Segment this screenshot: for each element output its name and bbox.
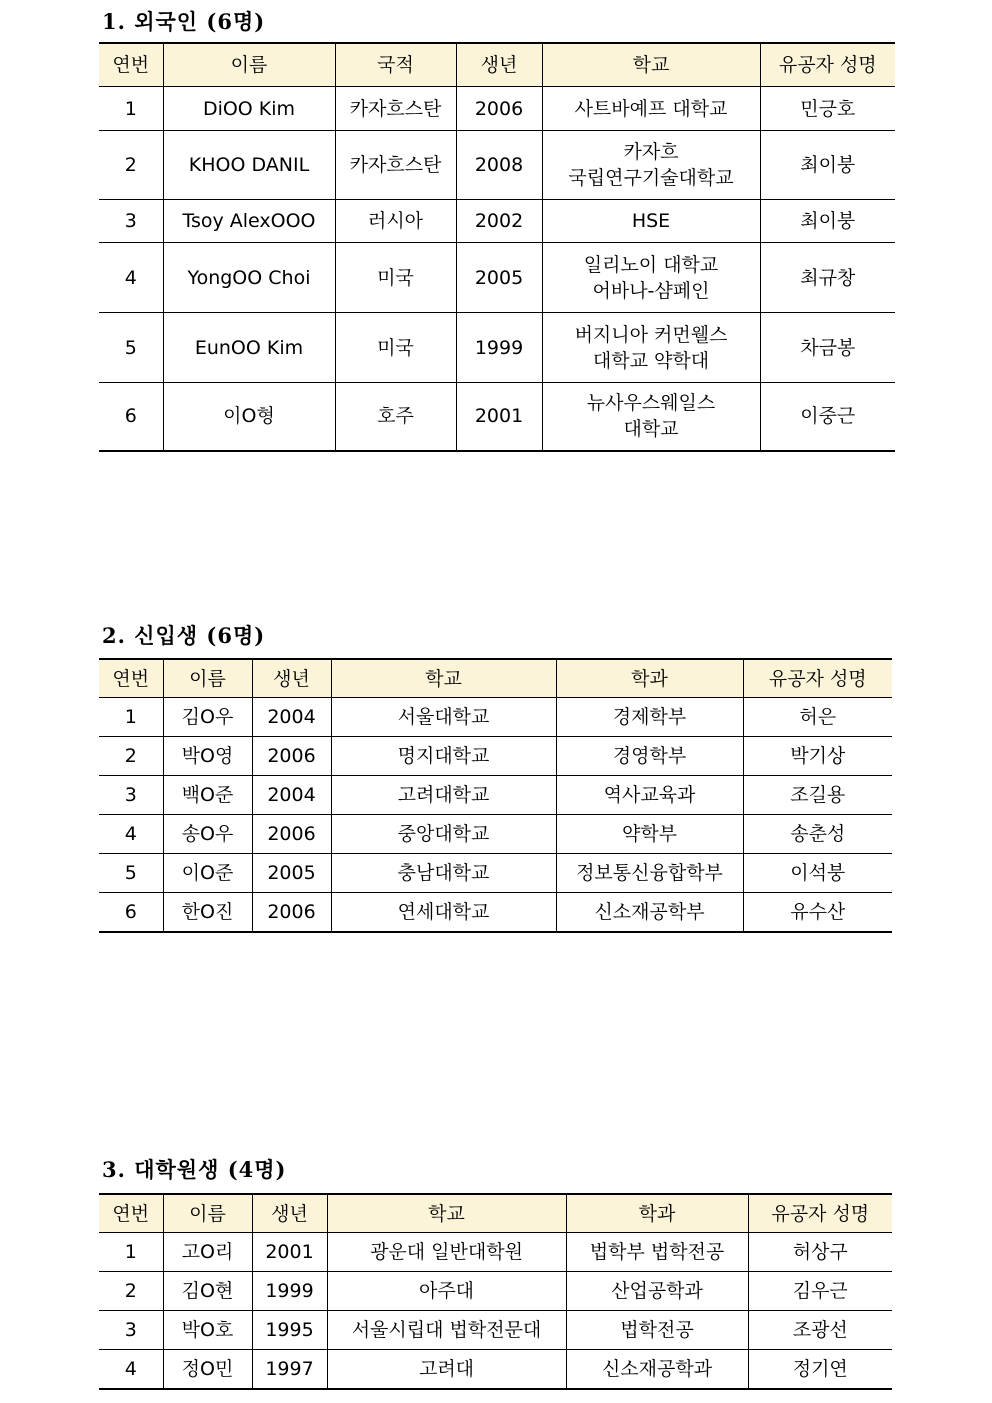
cell-name: 김O우 <box>163 698 252 737</box>
header-cell: 연번 <box>99 1194 163 1233</box>
header-cell: 이름 <box>163 43 335 87</box>
cell-birth-year: 1995 <box>252 1311 327 1350</box>
header-cell: 이름 <box>163 1194 252 1233</box>
table-row <box>99 1350 892 1390</box>
cell-name: 이O준 <box>163 854 252 893</box>
cell-birth-year: 2006 <box>252 893 331 933</box>
cell-nationality: 카자흐스탄 <box>335 131 456 200</box>
cell-index: 4 <box>99 243 163 313</box>
section-title-freshmen: 2. 신입생 (6명) <box>102 623 266 648</box>
header-cell: 유공자 성명 <box>743 659 892 698</box>
cell-index: 1 <box>99 1233 163 1272</box>
header-cell: 이름 <box>163 659 252 698</box>
cell-nationality: 미국 <box>335 313 456 383</box>
table-row <box>99 776 892 815</box>
cell-index: 4 <box>99 1350 163 1390</box>
cell-patriot-name: 민긍호 <box>760 87 895 131</box>
freshmen-table <box>99 658 892 933</box>
cell-index: 1 <box>99 698 163 737</box>
cell-nationality: 호주 <box>335 383 456 451</box>
header-cell: 학교 <box>331 659 556 698</box>
cell-department: 경제학부 <box>556 698 743 737</box>
cell-school: 버지니아 커먼웰스 대학교 약학대 <box>542 313 760 383</box>
header-cell: 학교 <box>542 43 760 87</box>
cell-birth-year: 2006 <box>456 87 542 131</box>
cell-school: 연세대학교 <box>331 893 556 933</box>
cell-nationality: 미국 <box>335 243 456 313</box>
cell-patriot-name: 이중근 <box>760 383 895 451</box>
cell-school: 카자흐 국립연구기술대학교 <box>542 131 760 200</box>
cell-department: 산업공학과 <box>566 1272 748 1311</box>
cell-patriot-name: 정기연 <box>748 1350 892 1390</box>
cell-patriot-name: 이석붕 <box>743 854 892 893</box>
cell-school: 사트바예프 대학교 <box>542 87 760 131</box>
table-row <box>99 893 892 933</box>
table-header-row <box>99 1194 892 1233</box>
cell-index: 3 <box>99 1311 163 1350</box>
header-cell: 유공자 성명 <box>748 1194 892 1233</box>
cell-patriot-name: 허상구 <box>748 1233 892 1272</box>
cell-birth-year: 2006 <box>252 737 331 776</box>
header-cell: 학교 <box>327 1194 566 1233</box>
cell-birth-year: 2004 <box>252 776 331 815</box>
table-row <box>99 131 895 200</box>
cell-name: 송O우 <box>163 815 252 854</box>
cell-index: 4 <box>99 815 163 854</box>
cell-patriot-name: 유수산 <box>743 893 892 933</box>
header-cell: 연번 <box>99 659 163 698</box>
cell-school: 고려대학교 <box>331 776 556 815</box>
cell-birth-year: 2008 <box>456 131 542 200</box>
cell-department: 신소재공학부 <box>556 893 743 933</box>
cell-patriot-name: 박기상 <box>743 737 892 776</box>
cell-birth-year: 2001 <box>252 1233 327 1272</box>
cell-name: KHOO DANIL <box>163 131 335 200</box>
table-header-row <box>99 43 895 87</box>
cell-school: 뉴사우스웨일스 대학교 <box>542 383 760 451</box>
table-row <box>99 200 895 243</box>
cell-nationality: 카자흐스탄 <box>335 87 456 131</box>
cell-index: 2 <box>99 737 163 776</box>
cell-department: 정보통신융합학부 <box>556 854 743 893</box>
cell-department: 신소재공학과 <box>566 1350 748 1390</box>
cell-school: 서울시립대 법학전문대 <box>327 1311 566 1350</box>
cell-birth-year: 1999 <box>456 313 542 383</box>
cell-patriot-name: 조광선 <box>748 1311 892 1350</box>
table-row <box>99 383 895 451</box>
cell-name: DiOO Kim <box>163 87 335 131</box>
cell-index: 5 <box>99 313 163 383</box>
cell-department: 약학부 <box>556 815 743 854</box>
cell-birth-year: 2005 <box>456 243 542 313</box>
cell-birth-year: 2005 <box>252 854 331 893</box>
table-row <box>99 854 892 893</box>
cell-patriot-name: 허은 <box>743 698 892 737</box>
cell-department: 법학부 법학전공 <box>566 1233 748 1272</box>
section-title-foreigners: 1. 외국인 (6명) <box>102 9 266 34</box>
cell-school: 고려대 <box>327 1350 566 1390</box>
header-cell: 생년 <box>252 659 331 698</box>
cell-birth-year: 2006 <box>252 815 331 854</box>
cell-birth-year: 2002 <box>456 200 542 243</box>
cell-index: 3 <box>99 200 163 243</box>
cell-name: YongOO Choi <box>163 243 335 313</box>
cell-index: 1 <box>99 87 163 131</box>
table-header-row <box>99 659 892 698</box>
cell-school: 일리노이 대학교 어바나-샴페인 <box>542 243 760 313</box>
table-row <box>99 698 892 737</box>
table-row <box>99 1311 892 1350</box>
cell-name: 김O현 <box>163 1272 252 1311</box>
cell-index: 5 <box>99 854 163 893</box>
cell-name: 박O영 <box>163 737 252 776</box>
cell-name: 백O준 <box>163 776 252 815</box>
cell-birth-year: 2001 <box>456 383 542 451</box>
cell-department: 역사교육과 <box>556 776 743 815</box>
foreigners-table <box>99 42 895 452</box>
header-cell: 생년 <box>252 1194 327 1233</box>
cell-index: 6 <box>99 893 163 933</box>
cell-birth-year: 2004 <box>252 698 331 737</box>
cell-name: 이O형 <box>163 383 335 451</box>
cell-birth-year: 1997 <box>252 1350 327 1390</box>
header-cell: 생년 <box>456 43 542 87</box>
cell-index: 2 <box>99 1272 163 1311</box>
cell-patriot-name: 송춘성 <box>743 815 892 854</box>
header-cell: 연번 <box>99 43 163 87</box>
cell-patriot-name: 최이붕 <box>760 131 895 200</box>
cell-patriot-name: 차금봉 <box>760 313 895 383</box>
section-title-graduate-students: 3. 대학원생 (4명) <box>102 1157 287 1182</box>
cell-index: 3 <box>99 776 163 815</box>
header-cell: 학과 <box>566 1194 748 1233</box>
cell-patriot-name: 조길용 <box>743 776 892 815</box>
cell-index: 2 <box>99 131 163 200</box>
table-row <box>99 87 895 131</box>
cell-name: Tsoy AlexOOO <box>163 200 335 243</box>
table-row <box>99 313 895 383</box>
cell-department: 경영학부 <box>556 737 743 776</box>
cell-name: 정O민 <box>163 1350 252 1390</box>
header-cell: 국적 <box>335 43 456 87</box>
cell-birth-year: 1999 <box>252 1272 327 1311</box>
cell-school: 중앙대학교 <box>331 815 556 854</box>
cell-name: 한O진 <box>163 893 252 933</box>
cell-index: 6 <box>99 383 163 451</box>
cell-department: 법학전공 <box>566 1311 748 1350</box>
cell-patriot-name: 최이붕 <box>760 200 895 243</box>
header-cell: 학과 <box>556 659 743 698</box>
graduate-students-table <box>99 1193 892 1390</box>
cell-school: 명지대학교 <box>331 737 556 776</box>
cell-patriot-name: 최규창 <box>760 243 895 313</box>
cell-school: HSE <box>542 200 760 243</box>
table-row <box>99 737 892 776</box>
cell-school: 충남대학교 <box>331 854 556 893</box>
cell-school: 서울대학교 <box>331 698 556 737</box>
table-row <box>99 1233 892 1272</box>
cell-name: 고O리 <box>163 1233 252 1272</box>
table-row <box>99 243 895 313</box>
cell-nationality: 러시아 <box>335 200 456 243</box>
cell-school: 광운대 일반대학원 <box>327 1233 566 1272</box>
cell-school: 아주대 <box>327 1272 566 1311</box>
table-row <box>99 815 892 854</box>
header-cell: 유공자 성명 <box>760 43 895 87</box>
cell-name: EunOO Kim <box>163 313 335 383</box>
cell-name: 박O호 <box>163 1311 252 1350</box>
cell-patriot-name: 김우근 <box>748 1272 892 1311</box>
table-row <box>99 1272 892 1311</box>
